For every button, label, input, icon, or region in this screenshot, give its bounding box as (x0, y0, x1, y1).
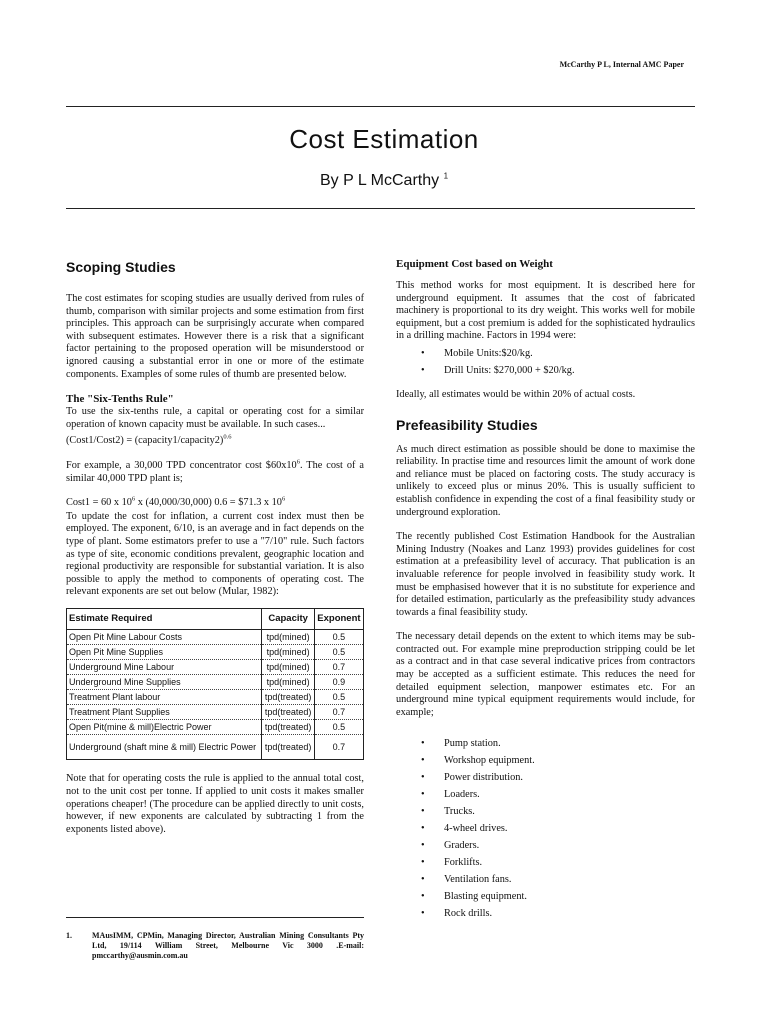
table-row (67, 720, 364, 735)
column-header-exponent: Exponent (314, 608, 363, 630)
six-tenths-heading: The "Six-Tenths Rule" (66, 393, 174, 406)
row-exponent: 0.7 (314, 705, 363, 720)
calc-line (66, 497, 364, 510)
list-item: • Ventilation fans. (396, 871, 695, 888)
formula-base: (Cost1/Cost2) = (capacity1/capacity2) (66, 435, 224, 447)
ideal-accuracy-paragraph: Ideally, all estimates would be within 20% of actual costs. (396, 388, 636, 400)
row-label: Open Pit(mine & mill)Electric Power (67, 720, 262, 735)
example-text-b: . The cost of a similar 40,000 TPD plant is; (66, 459, 364, 484)
list-item: • Graders. (396, 837, 695, 854)
row-capacity: tpd(mined) (262, 660, 314, 675)
operating-cost-note: Note that for operating costs the rule is applied to the annual total cost, not to the unit cost per tonne. If applied to unit costs it makes smaller operations cheaper! (The procedure can be applied directly to unit costs, however, if new exponents are calculated by subtracting 1 from the exponents listed above). (66, 773, 364, 835)
row-capacity: tpd(treated) (262, 690, 314, 705)
row-label: Treatment Plant Supplies (67, 705, 262, 720)
footnote-mark: 1 (443, 171, 449, 181)
row-label: Open Pit Mine Supplies (67, 645, 262, 660)
list-item: • Forklifts. (396, 854, 695, 871)
formula-line (66, 435, 364, 448)
equipment-requirements-list (396, 735, 695, 922)
row-exponent: 0.9 (314, 675, 363, 690)
row-capacity: tpd(mined) (262, 630, 314, 645)
page-title: Cost Estimation (289, 124, 479, 154)
row-exponent: 0.7 (314, 735, 363, 760)
column-header-estimate: Estimate Required (67, 608, 262, 630)
prefeasibility-paragraph-1: As much direct estimation as possible should be done to maximise the reliability. In practise time and resources limit the amount of work done and reliance must be placed on factoring costs. The study accuracy is unlikely to exceed plus or minus 20%. This is usually sufficient to establish confidence in expending the cost of a final feasibility study or underground exploration. (396, 443, 695, 518)
title-bottom-rule (66, 208, 695, 209)
table-row (67, 690, 364, 705)
left-column (66, 258, 364, 848)
calc-exponent-a: 6 (131, 495, 136, 503)
author-name: By P L McCarthy (319, 172, 440, 189)
section-heading-prefeasibility: Prefeasibility Studies (396, 416, 538, 433)
footnote-number: 1. (66, 931, 72, 940)
row-capacity: tpd(treated) (262, 720, 314, 735)
list-item: • 4-wheel drives. (396, 820, 695, 837)
row-label: Open Pit Mine Labour Costs (67, 630, 262, 645)
list-item: • Loaders. (396, 786, 695, 803)
six-tenths-intro: To use the six-tenths rule, a capital or operating cost for a similar operation of known capacity must be available. In such cases... (66, 406, 364, 430)
row-capacity: tpd(mined) (262, 675, 314, 690)
running-header: McCarthy P L, Internal AMC Paper (559, 60, 684, 69)
row-exponent: 0.5 (314, 630, 363, 645)
row-capacity: tpd(treated) (262, 735, 314, 760)
right-column (396, 258, 695, 932)
table-row (67, 645, 364, 660)
table-row (67, 735, 364, 760)
top-rule (66, 106, 695, 107)
scoping-intro-paragraph: The cost estimates for scoping studies are usually derived from rules of thumb, comparison with similar projects and some estimation from first principles. This approach can be surprisingly accurate when compared with subsequent estimates. However there is a risk that a significant factor pertaining to the proposed operation will be misunderstood or ignored causing a substantial error in one or more of the estimate components. Examples of some rules of thumb are presented below. (66, 293, 364, 380)
list-item: • Workshop equipment. (396, 752, 695, 769)
row-exponent: 0.5 (314, 720, 363, 735)
list-item: • Pump station. (396, 735, 695, 752)
row-exponent: 0.7 (314, 660, 363, 675)
example-paragraph (66, 460, 364, 485)
row-exponent: 0.5 (314, 690, 363, 705)
prefeasibility-paragraph-3: The necessary detail depends on the extent to which items may be sub-contracted out. For example mine preproduction stripping could be let as a contract and in that case several indicative prices from contractors may be accepted as a sufficient estimate. This reduces the need for detailed equipment selection, manpower estimates etc. For an underground mine typical equipment requirements would include, for example; (396, 631, 695, 718)
inflation-paragraph: To update the cost for inflation, a current cost index must then be employed. The exponent, 6/10, is an average and in fact depends on the type of plant. Some estimators prefer to use a "7/10" rule. Such factors as type of site, economic conditions prevalent, geographic location and regional productivity are responsible for substantial variation. It is also possible to apply the method to components of operating cost. The relevant exponents are set out below (Mular, 1982): (66, 510, 364, 598)
column-header-capacity: Capacity (262, 608, 314, 630)
table-row (67, 630, 364, 645)
exponents-table (66, 608, 364, 761)
equipment-factor-list (396, 345, 695, 379)
footnote (66, 917, 364, 961)
calc-text-b: x (40,000/30,000) 0.6 = $71.3 x 10 (135, 497, 282, 509)
calc-text-a: Cost1 = 60 x 10 (66, 497, 132, 509)
example-text-a: For example, a 30,000 TPD concentrator cost $60x10 (66, 459, 297, 471)
table-row (67, 675, 364, 690)
row-label: Underground Mine Supplies (67, 675, 262, 690)
list-item: • Rock drills. (396, 905, 695, 922)
prefeasibility-paragraph-2: The recently published Cost Estimation Handbook for the Australian Mining Industry (Noakes and Lanz 1993) provides guidelines for cost estimation at a prefeasibility level of accuracy. That publication is an invaluable reference for people involved in feasibility study work. It must be emphasised however that it is no substitute for experience and for detailed estimation, particularly as the prefeasibility study advances towards a final feasibility study. (396, 531, 695, 618)
byline (0, 172, 768, 190)
section-heading-scoping: Scoping Studies (66, 259, 176, 275)
table-row (67, 660, 364, 675)
formula-exponent: 0.6 (223, 433, 232, 441)
list-item: • Mobile Units:$20/kg. (396, 345, 695, 362)
row-label: Treatment Plant labour (67, 690, 262, 705)
row-capacity: tpd(treated) (262, 705, 314, 720)
list-item: • Power distribution. (396, 769, 695, 786)
calc-exponent-b: 6 (281, 495, 286, 503)
list-item: • Trucks. (396, 803, 695, 820)
list-item: • Blasting equipment. (396, 888, 695, 905)
equipment-weight-heading: Equipment Cost based on Weight (396, 258, 553, 270)
example-exponent: 6 (296, 458, 300, 466)
row-label: Underground (shaft mine & mill) Electric Power (67, 735, 262, 760)
row-label: Underground Mine Labour (67, 660, 262, 675)
footnote-text: MAusIMM, CPMin, Managing Director, Australian Mining Consultants Pty Ltd, 19/114 William Street, Melbourne Vic 3000 .E-mail: pmccarthy@ausmin.com.au (92, 931, 364, 960)
equipment-weight-paragraph: This method works for most equipment. It is described here for underground equipment. It assumes that the cost of fabricated machinery is proportional to its dry weight. This works well for mobile equipment, but a cost premium is added for the sophisticated hydraulics in a drilling machine. Factors in 1994 were: (396, 280, 695, 342)
list-item: • Drill Units: $270,000 + $20/kg. (396, 362, 695, 379)
table-row (67, 705, 364, 720)
row-exponent: 0.5 (314, 645, 363, 660)
table-header-row (67, 608, 364, 630)
row-capacity: tpd(mined) (262, 645, 314, 660)
